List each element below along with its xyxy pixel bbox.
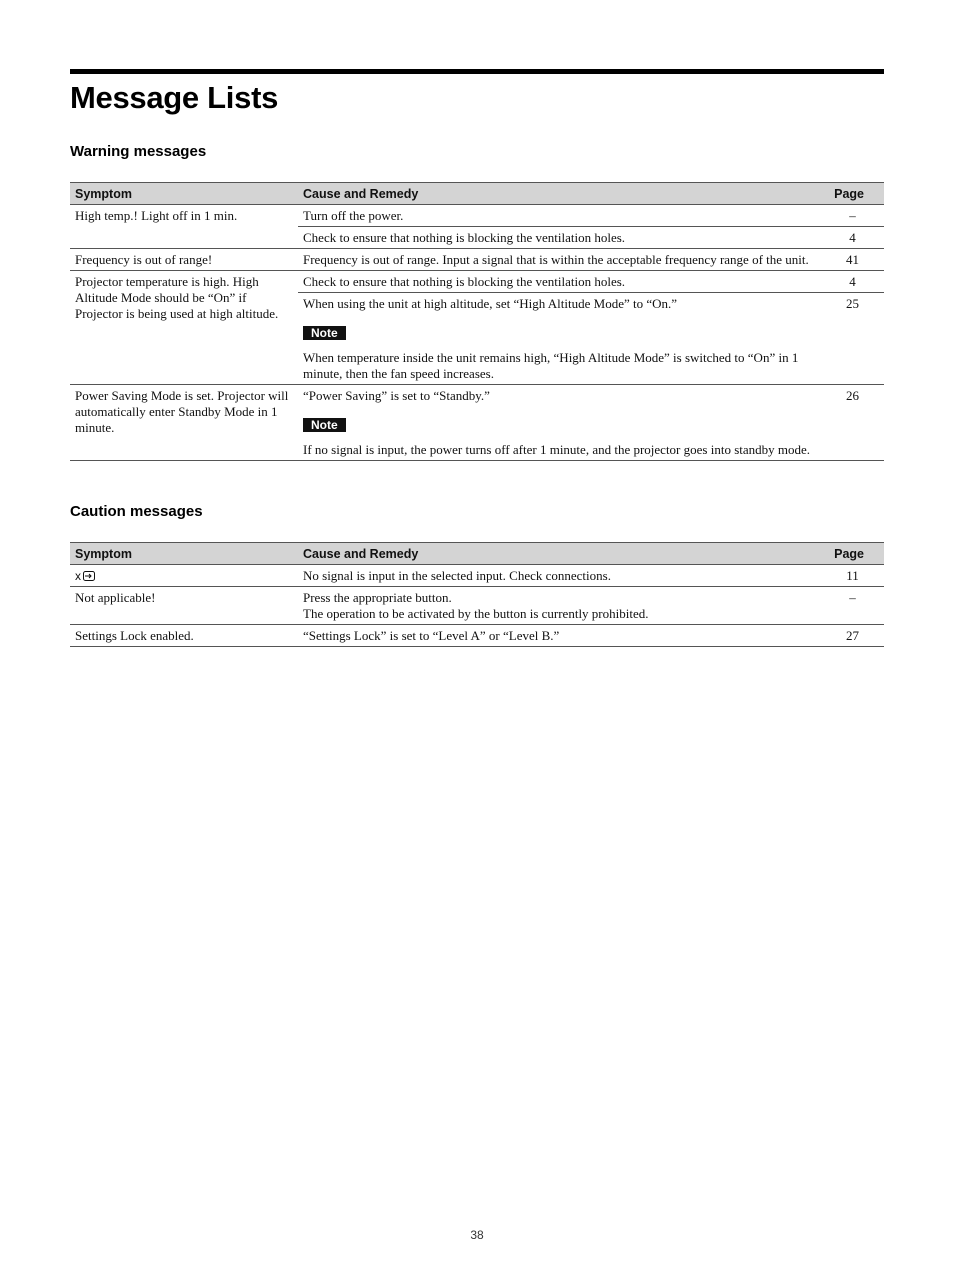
cause-cell <box>298 385 829 461</box>
cause-cell <box>298 293 829 385</box>
page-cell: 41 <box>829 249 884 271</box>
symptom-cell: Not applicable! <box>70 587 298 625</box>
page-cell: 25 <box>829 293 884 385</box>
page-cell: 4 <box>829 271 884 293</box>
symptom-cell: Settings Lock enabled. <box>70 625 298 647</box>
cause-line: The operation to be activated by the button is currently prohibited. <box>303 606 649 621</box>
table-row <box>70 625 884 647</box>
warning-table <box>70 182 884 461</box>
table-row <box>70 565 884 587</box>
note-text: If no signal is input, the power turns off after 1 minute, and the projector goes into standby mode. <box>303 442 811 457</box>
cause-cell: Check to ensure that nothing is blocking the ventilation holes. <box>298 227 829 249</box>
input-arrow-icon <box>82 570 96 582</box>
table-row <box>70 271 884 293</box>
page-number: 38 <box>470 1228 484 1242</box>
page-cell: – <box>829 587 884 625</box>
cause-cell: Turn off the power. <box>298 205 829 227</box>
caution-heading: Caution messages <box>70 503 203 520</box>
page-cell: 4 <box>829 227 884 249</box>
cause-cell: “Settings Lock” is set to “Level A” or “Level B.” <box>298 625 829 647</box>
warning-heading: Warning messages <box>70 143 207 160</box>
table-row <box>70 587 884 625</box>
caution-table <box>70 542 884 647</box>
symptom-cell: Power Saving Mode is set. Projector will automatically enter Standby Mode in 1 minute. <box>70 385 298 461</box>
caution-header-page: Page <box>829 543 884 565</box>
caution-header-symptom: Symptom <box>70 543 298 565</box>
page-cell: – <box>829 205 884 227</box>
warning-header-cause: Cause and Remedy <box>298 183 829 205</box>
note-badge: Note <box>303 326 346 340</box>
cause-text: When using the unit at high altitude, set “High Altitude Mode” to “On.” <box>303 296 678 311</box>
symptom-cell: High temp.! Light off in 1 min. <box>70 205 298 249</box>
no-input-icon <box>75 568 96 584</box>
title-rule <box>70 69 884 74</box>
page-title: Message Lists <box>70 80 279 115</box>
symptom-cell: Projector temperature is high. High Altitude Mode should be “On” if Projector is being used at high altitude. <box>70 271 298 385</box>
cause-cell: Check to ensure that nothing is blocking the ventilation holes. <box>298 271 829 293</box>
warning-header-symptom: Symptom <box>70 183 298 205</box>
symptom-cell: Frequency is out of range! <box>70 249 298 271</box>
cause-cell: Frequency is out of range. Input a signal that is within the acceptable frequency range of the unit. <box>298 249 829 271</box>
caution-header-cause: Cause and Remedy <box>298 543 829 565</box>
cause-line: Press the appropriate button. <box>303 590 452 605</box>
page-cell: 11 <box>829 565 884 587</box>
warning-header-page: Page <box>829 183 884 205</box>
cause-cell: No signal is input in the selected input. Check connections. <box>298 565 829 587</box>
cause-cell <box>298 587 829 625</box>
cause-text: “Power Saving” is set to “Standby.” <box>303 388 490 403</box>
table-row <box>70 385 884 461</box>
table-row <box>70 205 884 227</box>
page-cell: 27 <box>829 625 884 647</box>
no-input-prefix: x <box>75 569 81 583</box>
page-cell: 26 <box>829 385 884 461</box>
note-text: When temperature inside the unit remains high, “High Altitude Mode” is switched to “On” in 1 minute, then the fan speed increases. <box>303 350 799 381</box>
symptom-cell <box>70 565 298 587</box>
note-badge: Note <box>303 418 346 432</box>
table-row <box>70 249 884 271</box>
